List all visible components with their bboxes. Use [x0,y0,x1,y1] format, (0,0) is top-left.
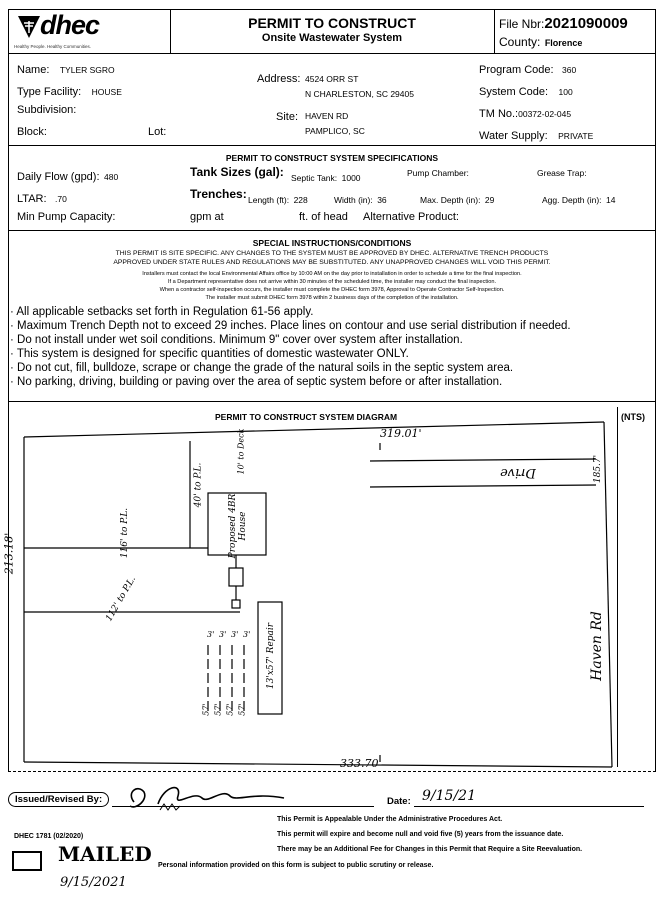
pump-chamber-label: Pump Chamber: [407,168,469,178]
instructions-small-4: The installer must submit DHEC form 3978 within 2 business days of the completion of the installation. [205,295,459,301]
daily-flow-value: 480 [103,172,119,182]
name-value: TYLER SGRO [59,65,115,75]
trench-length-label: 57' [237,703,247,716]
instructions-heading: SPECIAL INSTRUCTIONS/CONDITIONS [252,238,412,248]
appeal-note: This Permit is Appealable Under the Administrative Procedures Act. [277,816,503,823]
instructions-para-1: THIS PERMIT IS SITE SPECIFIC. ANY CHANGES TO THE SYSTEM MUST BE APPROVED BY DHEC. ALTERNATIVE TRENCH PRODUCTS [115,250,549,257]
side-setback-1-label: 116' to P.L. [120,507,131,559]
logo-tagline: Healthy People. Healthy Communities. [14,44,92,49]
permit-subtitle: Onsite Wastewater System [261,32,403,44]
repair-label: 13'x57' Repair [266,622,277,690]
system-label: System Code: [479,86,549,98]
ltar-value: .70 [55,194,67,204]
county-label: County: [499,35,541,49]
tm-value: 00372-02-045 [518,109,572,119]
distribution-box [232,600,240,608]
grease-trap-label: Grease Trap: [537,168,587,178]
instruction-item: · All applicable setbacks set forth in Regulation 61-56 apply. [10,306,314,318]
privacy-note: Personal information provided on this form is subject to public scrutiny or release. [158,862,434,869]
subdivision-label: Subdivision: [17,104,77,116]
trench-length-label: 57' [201,703,211,716]
address-label: Address: [257,73,301,85]
ltar-label: LTAR: [17,193,47,205]
drive-label: Drive [500,465,536,480]
stamp-icon [12,851,42,871]
instruction-item: · No parking, driving, building or paving over the area of septic system before or after installation. [10,376,503,388]
address-line-2: N CHARLESTON, SC 29405 [305,89,414,99]
drive-line-bottom [370,485,596,487]
site-line-1: HAVEN RD [305,111,349,121]
issued-revised-label: Issued/Revised By: [8,792,109,807]
alt-product-label: Alternative Product: [363,211,459,223]
trenches-label: Trenches: [190,187,247,201]
front-setback-label: 40' to P.L. [193,462,204,508]
facility-label: Type Facility: [17,86,82,98]
deck-setback-label: 10' to Deck [236,428,246,475]
file-number: 2021090009 [544,15,628,32]
date-label: Date: [387,796,411,807]
house-label: Proposed 4BR House [228,493,248,559]
expiry-note: This permit will expire and become null and void five (5) years from the issuance date. [277,831,564,838]
fee-note: There may be an Additional Fee for Changes in this Permit that Require a Site Reevaluation. [277,846,583,853]
address-line-1: 4524 ORR ST [305,74,359,84]
water-label: Water Supply: [479,130,548,142]
system-value: 100 [558,87,573,97]
dimension-top: 319.01' [380,427,422,440]
site-label: Site: [276,111,299,123]
drive-line-top [370,459,596,461]
instruction-item: · Maximum Trench Depth not to exceed 29 inches. Place lines on contour and use serial distribution if needed. [10,320,571,332]
facility-value: HOUSE [91,87,122,97]
instruction-item: · This system is designed for specific quantities of domestic wastewater ONLY. [10,348,409,360]
instructions-small-3: When a contractor self-inspection occurs, the installer must complete the DHEC form 3978, Approval to Operate Contractor Self-Inspection. [159,287,505,293]
logo-text: dhec [40,10,100,40]
agg-depth-value: 14 [605,195,616,205]
nts-label: (NTS) [621,412,645,422]
property-line-bottom [24,762,612,767]
file-number-label: File Nbr: [499,17,545,31]
specs-heading: PERMIT TO CONSTRUCT SYSTEM SPECIFICATIONS [225,153,439,163]
county-value: Florence [544,38,583,48]
septic-tank [229,568,243,586]
trench-width-value: 36 [377,195,387,205]
spacing-label: 3' [243,630,251,639]
septic-tank-label: Septic Tank: [291,173,338,183]
trench-length-label: 57' [213,703,223,716]
mailed-date: 9/15/2021 [60,875,127,890]
date-value: 9/15/21 [422,788,476,804]
instructions-small-2: If a Department representative does not arrive within 30 minutes of the scheduled time, the installer may conduct the final inspection. [167,279,497,285]
program-label: Program Code: [479,64,554,76]
instruction-item: · Do not install under wet soil conditions. Minimum 9" cover over system after installation. [10,334,463,346]
water-value: PRIVATE [558,131,594,141]
side-setback-2-label: 112' to P.L. [104,574,139,624]
trench-width-label: Width (in): [334,195,373,205]
spacing-label: 3' [219,630,227,639]
instructions-para-2: APPROVED UNDER STATE RULES AND REGULATIONS MAY BE SUBSTITUTED. ANY UNAPPROVED CHANGES WILL VOID THIS PERMIT. [113,259,551,266]
spacing-label: 3' [207,630,215,639]
block-label: Block: [17,126,47,138]
permit-title: PERMIT TO CONSTRUCT [248,15,416,31]
date-line [414,806,644,807]
trench-length-value: 228 [293,195,308,205]
trench-length-label: 57' [225,703,235,716]
max-depth-label: Max. Depth (in): [420,195,481,205]
head-label: ft. of head [299,211,348,223]
site-line-2: PAMPLICO, SC [305,126,365,136]
dimension-bottom: 333.70' [340,757,382,770]
name-label: Name: [17,64,50,76]
lot-label: Lot: [148,126,167,138]
diagram-heading: PERMIT TO CONSTRUCT SYSTEM DIAGRAM [215,412,398,422]
gpm-label: gpm at [190,211,224,223]
form-number: DHEC 1781 (02/2020) [14,833,84,840]
road-label: Haven Rd [588,611,605,681]
septic-tank-value: 1000 [341,173,361,183]
property-line-top [24,422,604,437]
program-value: 360 [562,65,577,75]
daily-flow-label: Daily Flow (gpd): [17,171,100,183]
min-pump-label: Min Pump Capacity: [17,211,116,223]
property-line-right [604,422,612,767]
issuer-signature [118,780,288,816]
instruction-item: · Do not cut, fill, bulldoze, scrape or change the grade of the natural soils in the septic system area. [10,362,514,374]
instructions-small-1: Installers must contact the local Environmental Affairs office by 10:00 AM on the day prior to installation in order to schedule a time for the final inspection. [142,271,522,277]
dimension-right: 185.7' [593,454,604,484]
tm-label: TM No.: [479,108,519,120]
max-depth-value: 29 [484,195,495,205]
dimension-left: 213.18' [2,532,16,575]
tank-sizes-label: Tank Sizes (gal): [190,165,284,179]
agg-depth-label: Agg. Depth (in): [542,195,602,205]
trench-length-label: Length (ft): [248,195,290,205]
spacing-label: 3' [231,630,239,639]
mailed-stamp: MAILED [58,842,152,866]
